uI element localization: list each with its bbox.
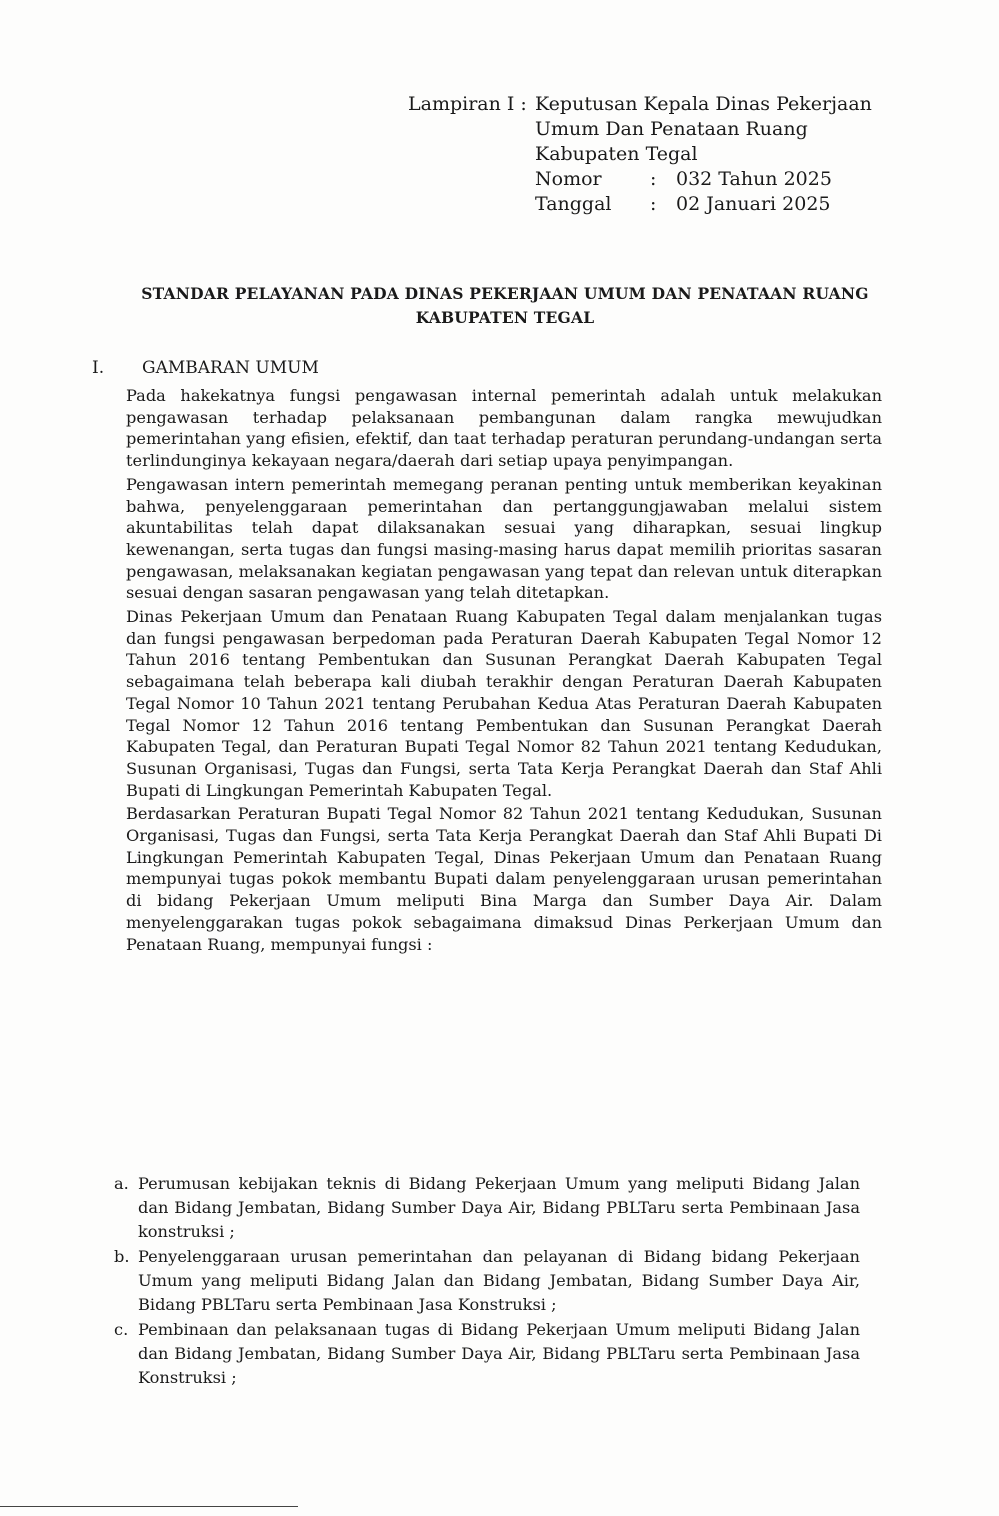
document-title — [80, 282, 930, 330]
list-item — [114, 1245, 860, 1317]
lampiran-row — [408, 92, 928, 167]
title-line-1: STANDAR PELAYANAN PADA DINAS PEKERJAAN UMUM DAN PENATAAN RUANG — [141, 284, 869, 303]
list-item-text: Penyelenggaraan urusan pemerintahan dan pelayanan di Bidang bidang Pekerjaan Umum yang meliputi Bidang Jalan dan Bidang Jembatan, Bidang Sumber Daya Air, Bidang PBLTaru serta Pembinaan Jasa Konstruksi ; — [138, 1247, 860, 1314]
tanggal-row — [535, 192, 928, 217]
list-item — [114, 1318, 860, 1390]
tanggal-colon: : — [650, 193, 657, 215]
list-item-text: Pembinaan dan pelaksanaan tugas di Bidang Pekerjaan Umum meliputi Bidang Jalan dan Bidang Jembatan, Bidang Sumber Daya Air, Bidang PBLTaru serta Pembinaan Jasa Konstruksi ; — [138, 1320, 860, 1387]
lampiran-value-line: Keputusan Kepala Dinas Pekerjaan — [535, 93, 872, 115]
tanggal-label: Tanggal — [535, 193, 612, 215]
section-heading — [92, 358, 319, 378]
function-list — [114, 1172, 860, 1391]
nomor-row — [535, 167, 928, 192]
nomor-label: Nomor — [535, 168, 602, 190]
list-marker: b. — [114, 1247, 130, 1266]
footer-divider — [0, 1506, 298, 1507]
paragraph: Pengawasan intern pemerintah memegang peranan penting untuk memberikan keyakinan bahwa, penyelenggaraan pemerintahan dan pertanggungjawaban melalui sistem akuntabilitas telah dapat dilaksanakan sesuai yang diharapkan, sesuai lingkup kewenangan, serta tugas dan fungsi masing-masing harus dapat memilih prioritas sasaran pengawasan, melaksanakan kegiatan pengawasan yang tepat dan relevan untuk diterapkan sesuai dengan sasaran pengawasan yang telah ditetapkan. — [126, 474, 882, 603]
lampiran-value-line: Umum Dan Penataan Ruang — [535, 118, 808, 140]
tanggal-value: 02 Januari 2025 — [676, 193, 831, 215]
list-item — [114, 1172, 860, 1244]
lampiran-value — [535, 92, 928, 167]
paragraph: Pada hakekatnya fungsi pengawasan internal pemerintah adalah untuk melakukan pengawasan terhadap pelaksanaan pembangunan dalam rangka mewujudkan pemerintahan yang efisien, efektif, dan taat terhadap peraturan perundang-undangan serta terlindunginya kekayaan negara/daerah dari setiap upaya penyimpangan. — [126, 386, 882, 471]
title-line-2: KABUPATEN TEGAL — [415, 308, 595, 327]
paragraph: Berdasarkan Peraturan Bupati Tegal Nomor 82 Tahun 2021 tentang Kedudukan, Susunan Organisasi, Tugas dan Fungsi, serta Tata Kerja Perangkat Daerah dan Staf Ahli Bupati Di Lingkungan Pemerintah Kabupaten Tegal, Dinas Pekerjaan Umum dan Penataan Ruang mempunyai tugas pokok membantu Bupati dalam penyelenggaraan urusan pemerintahan di bidang Pekerjaan Umum meliputi Bina Marga dan Sumber Daya Air. Dalam menyelenggarakan tugas pokok sebagaimana dimaksud Dinas Perkerjaan Umum dan Penataan Ruang, mempunyai fungsi : — [126, 804, 882, 954]
lampiran-value-line: Kabupaten Tegal — [535, 143, 698, 165]
list-marker: a. — [114, 1174, 129, 1193]
body-text — [126, 385, 882, 957]
nomor-value: 032 Tahun 2025 — [676, 168, 832, 190]
lampiran-block — [408, 92, 928, 217]
section-number: I. — [92, 358, 105, 378]
list-marker: c. — [114, 1320, 129, 1339]
section-title: GAMBARAN UMUM — [142, 358, 319, 378]
nomor-colon: : — [650, 168, 657, 190]
lampiran-label: Lampiran I : — [408, 93, 527, 115]
list-item-text: Perumusan kebijakan teknis di Bidang Pekerjaan Umum yang meliputi Bidang Jalan dan Bidang Jembatan, Bidang Sumber Daya Air, Bidang PBLTaru serta Pembinaan Jasa konstruksi ; — [138, 1174, 860, 1241]
paragraph: Dinas Pekerjaan Umum dan Penataan Ruang Kabupaten Tegal dalam menjalankan tugas dan fungsi pengawasan berpedoman pada Peraturan Daerah Kabupaten Tegal Nomor 12 Tahun 2016 tentang Pembentukan dan Susunan Perangkat Daerah Kabupaten Tegal sebagaimana telah beberapa kali diubah terakhir dengan Peraturan Daerah Kabupaten Tegal Nomor 10 Tahun 2021 tentang Perubahan Kedua Atas Peraturan Daerah Kabupaten Tegal Nomor 12 Tahun 2016 tentang Pembentukan dan Susunan Perangkat Daerah Kabupaten Tegal, dan Peraturan Bupati Tegal Nomor 82 Tahun 2021 tentang Kedudukan, Susunan Organisasi, Tugas dan Fungsi, serta Tata Kerja Perangkat Daerah dan Staf Ahli Bupati di Lingkungan Pemerintah Kabupaten Tegal. — [126, 607, 882, 800]
